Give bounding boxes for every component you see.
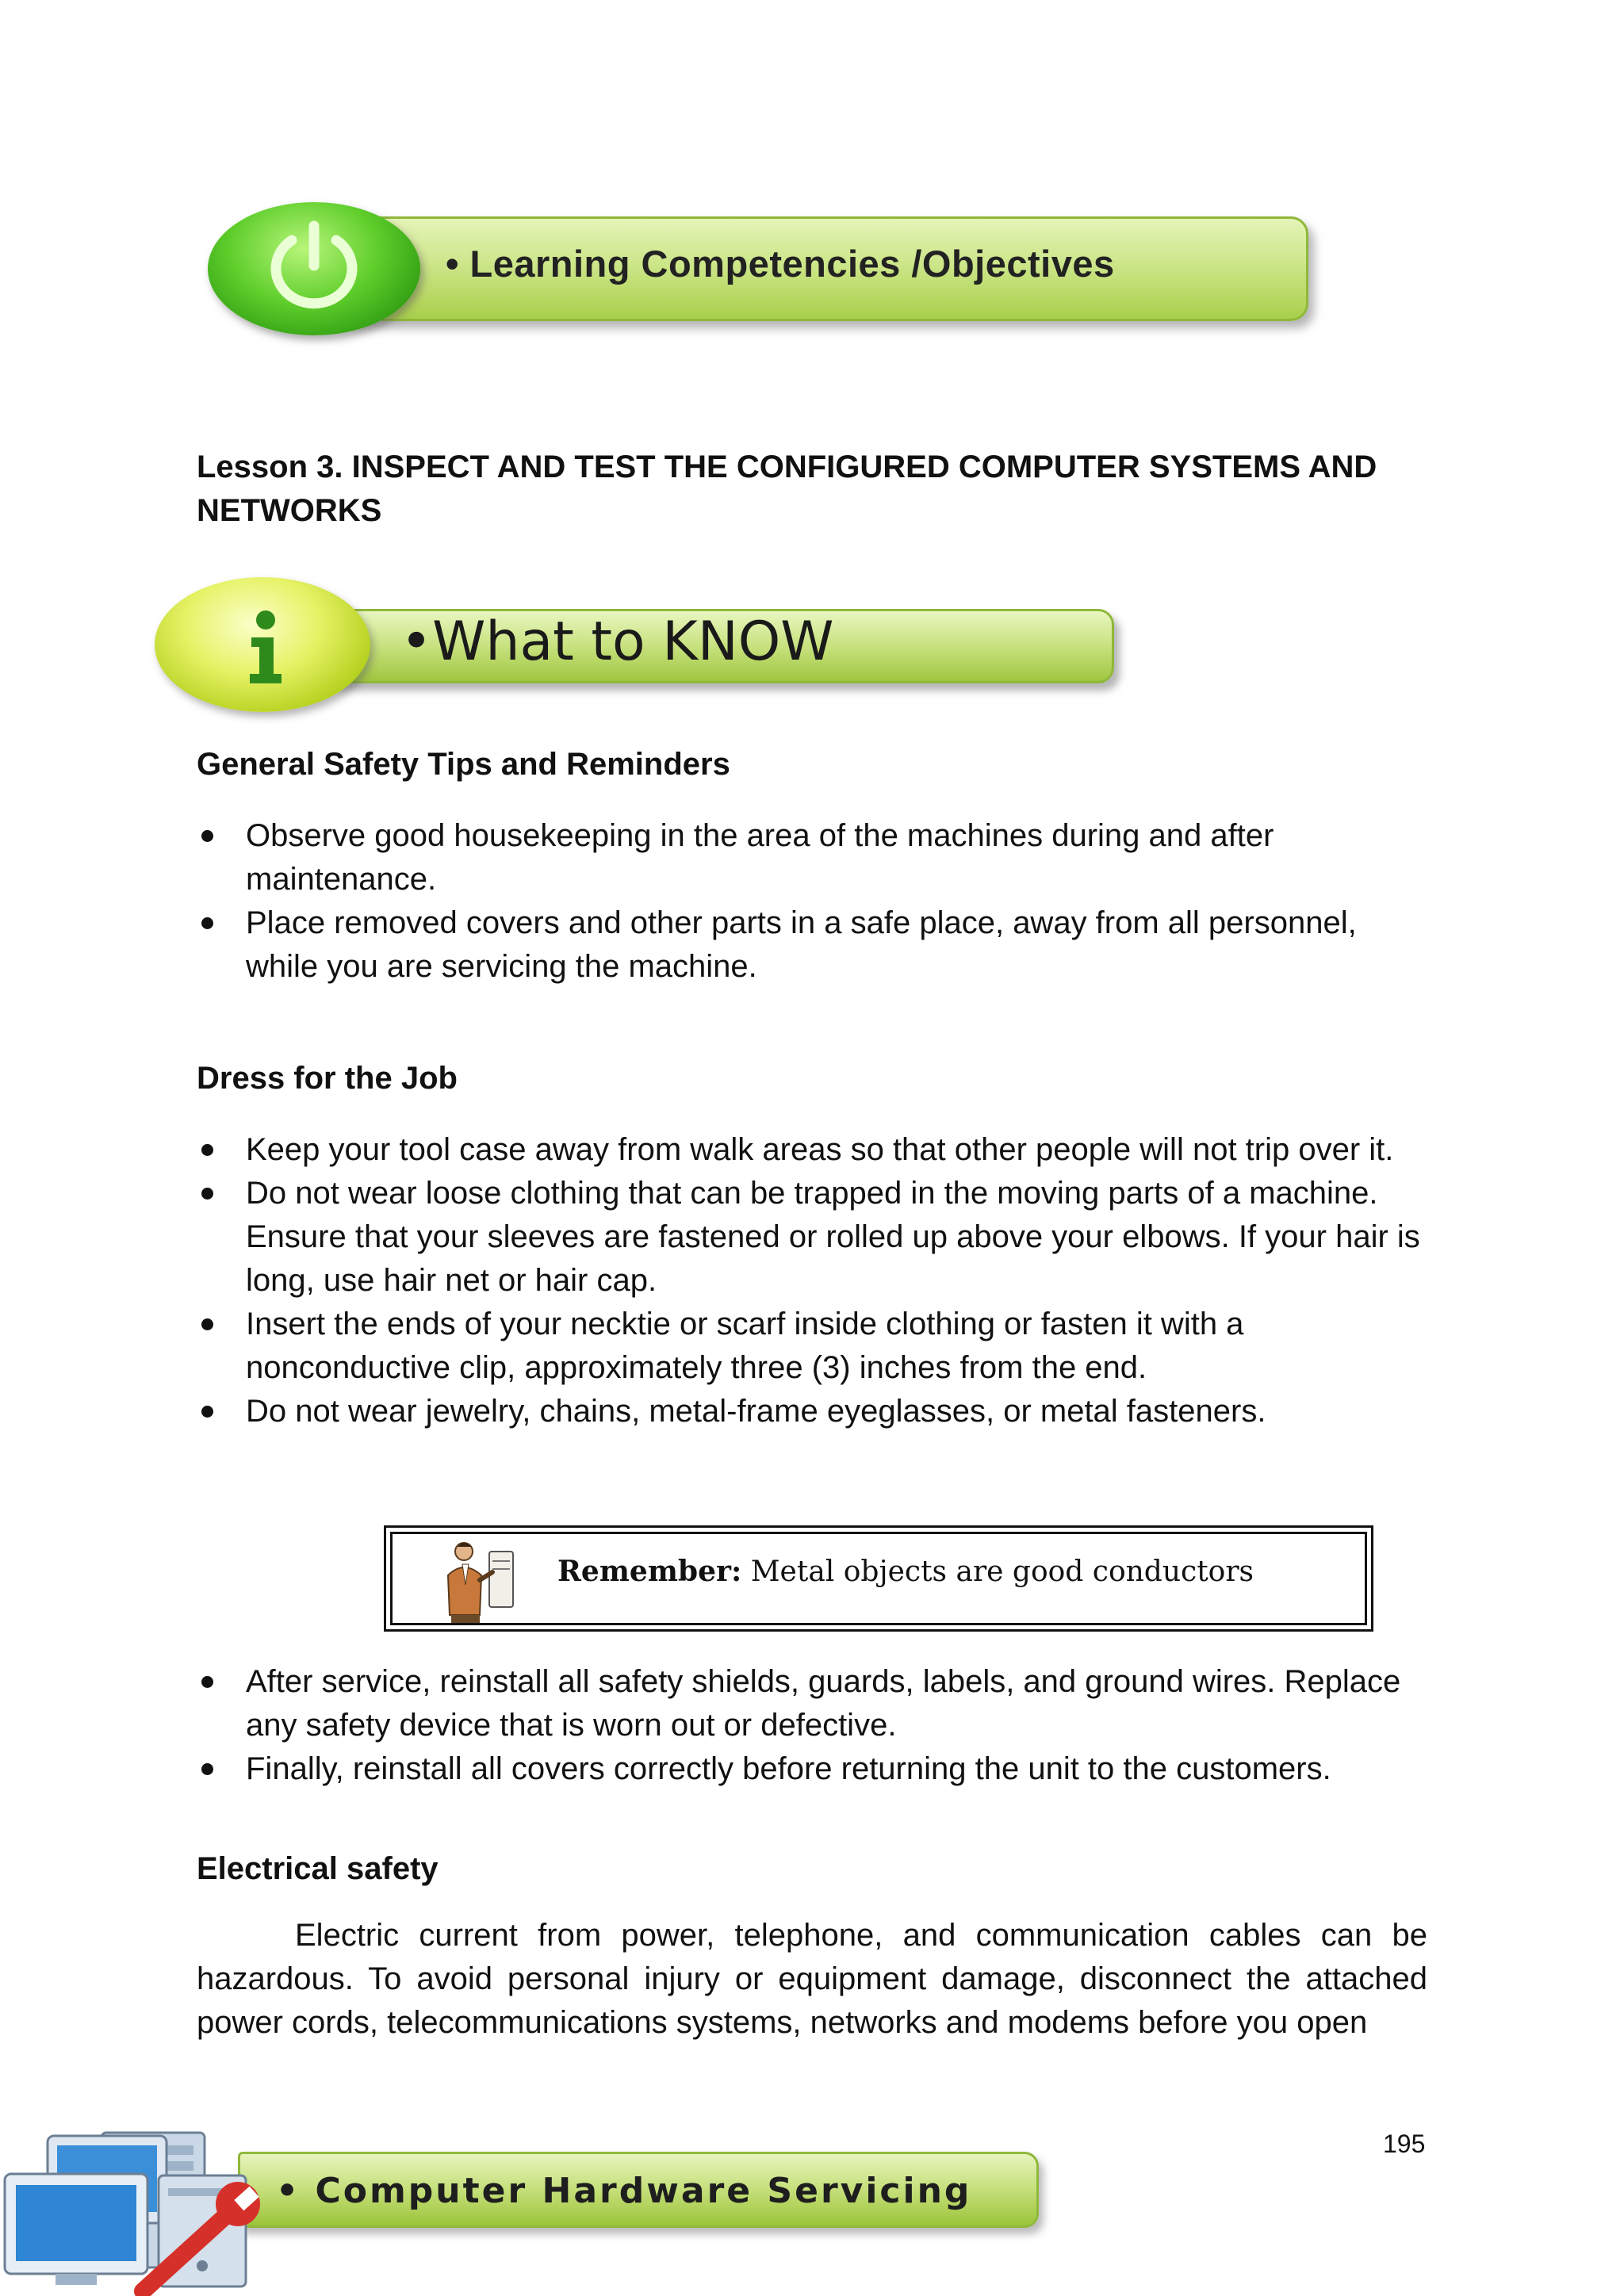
remember-message: Metal objects are good conductors bbox=[741, 1556, 1254, 1588]
remember-box-inner bbox=[390, 1532, 1367, 1625]
list-item: Keep your tool case away from walk areas so that other people will not trip over it. bbox=[197, 1128, 1434, 1172]
what-to-know-banner bbox=[155, 577, 971, 712]
lesson-title: Lesson 3. INSPECT AND TEST THE CONFIGURED COMPUTER SYSTEMS AND NETWORKS bbox=[197, 450, 1377, 528]
electrical-heading: Electrical safety bbox=[197, 1851, 439, 1886]
objectives-banner-label: • Learning Competencies /Objectives bbox=[446, 243, 1115, 285]
list-item: Do not wear jewelry, chains, metal-frame eyeglasses, or metal fasteners. bbox=[197, 1390, 1434, 1433]
technician-icon bbox=[440, 1537, 527, 1626]
general-safety-heading: General Safety Tips and Reminders bbox=[197, 747, 730, 782]
bullet-icon bbox=[201, 917, 213, 929]
remember-box bbox=[384, 1525, 1373, 1632]
list-item: Do not wear loose clothing that can be trapped in the moving parts of a machine. Ensure that your sleeves are fastened or rolled up above your elbows. If your hair is long, use hair net or hair cap. bbox=[197, 1172, 1434, 1303]
list-item: Observe good housekeeping in the area of the machines during and after maintenance. bbox=[197, 814, 1434, 901]
info-icon bbox=[155, 577, 370, 712]
bullet-icon bbox=[201, 1676, 213, 1688]
bullet-icon bbox=[201, 1144, 213, 1156]
page-number: 195 bbox=[1383, 2130, 1426, 2158]
list-item: After service, reinstall all safety shields, guards, labels, and ground wires. Replace any safety device that is worn out or defective. bbox=[197, 1660, 1434, 1747]
list-item: Finally, reinstall all covers correctly before returning the unit to the customers. bbox=[197, 1747, 1434, 1791]
power-icon bbox=[208, 202, 420, 335]
footer-banner-label: • Computer Hardware Servicing bbox=[276, 2171, 972, 2211]
after-service-list bbox=[197, 1660, 1434, 1791]
electrical-paragraph: Electric current from power, telephone, and communication cables can be hazardous. To avoid personal injury or equipment damage, disconnect the attached power cords, telecommunications systems, networks and modems before you open bbox=[197, 1918, 1427, 2040]
list-item: Insert the ends of your necktie or scarf inside clothing or fasten it with a nonconductive clip, approximately three (3) inches from the end. bbox=[197, 1303, 1434, 1390]
dress-list bbox=[197, 1128, 1434, 1433]
bullet-icon bbox=[201, 1318, 213, 1330]
dress-heading: Dress for the Job bbox=[197, 1061, 458, 1096]
footer-banner bbox=[0, 2125, 1063, 2296]
bullet-icon bbox=[201, 1763, 213, 1775]
objectives-banner bbox=[208, 202, 1318, 335]
bullet-icon bbox=[201, 830, 213, 842]
what-to-know-banner-label: •What to KNOW bbox=[400, 610, 834, 673]
list-item: Place removed covers and other parts in a safe place, away from all personnel, while you are servicing the machine. bbox=[197, 901, 1434, 989]
general-safety-list bbox=[197, 814, 1434, 989]
bullet-icon bbox=[201, 1188, 213, 1200]
computer-wrench-icon bbox=[0, 2125, 301, 2296]
remember-text bbox=[557, 1555, 1254, 1588]
remember-label: Remember: bbox=[557, 1555, 742, 1588]
bullet-icon bbox=[201, 1406, 213, 1418]
